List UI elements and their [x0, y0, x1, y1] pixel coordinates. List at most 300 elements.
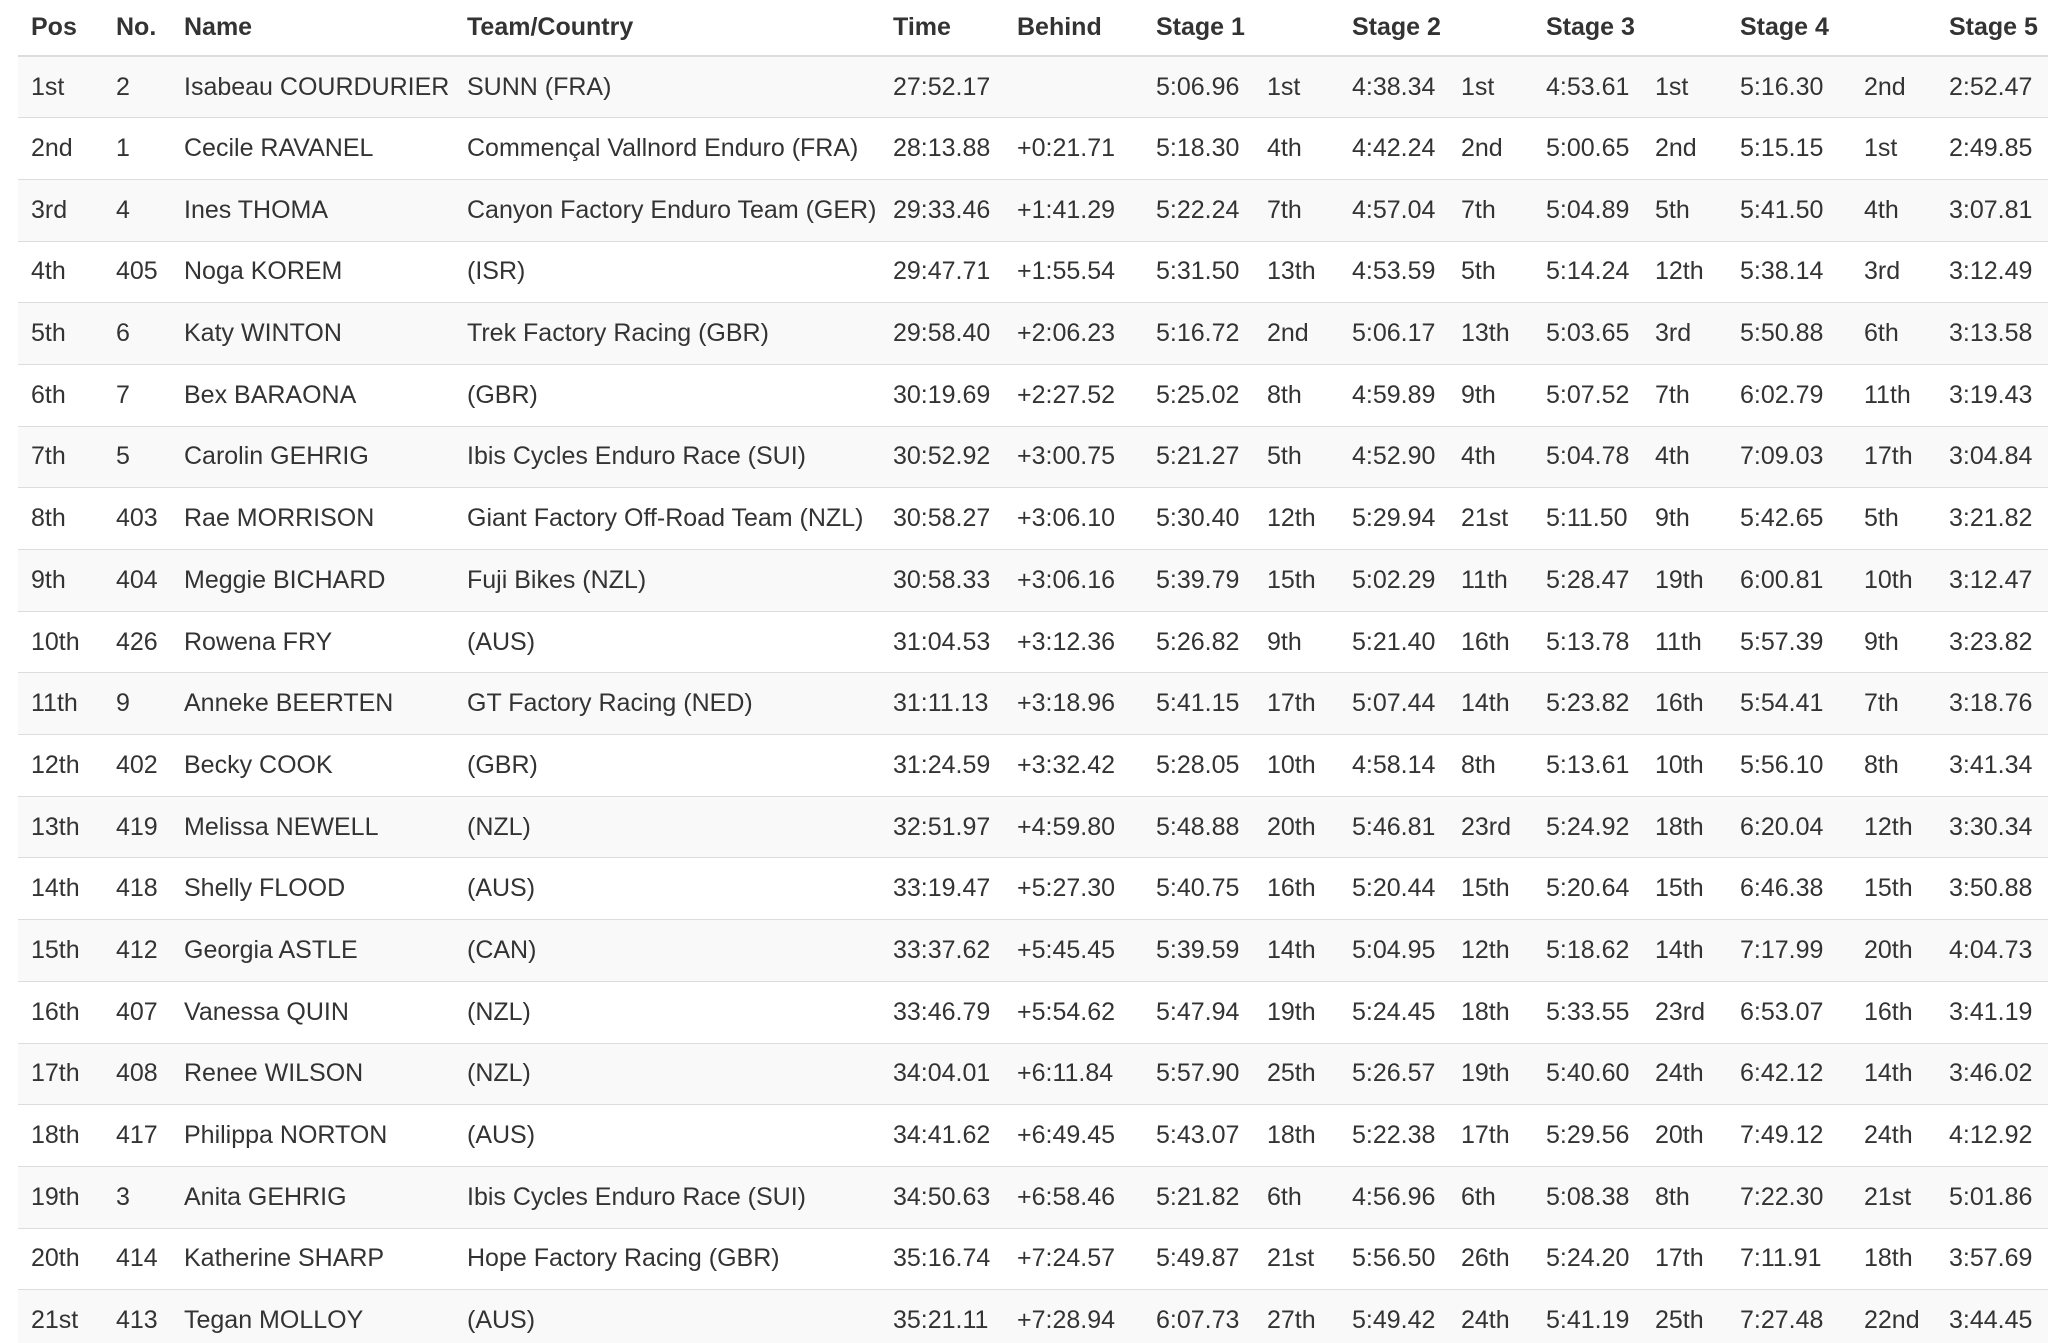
- cell-stage-2-rank: 23rd: [1448, 796, 1533, 858]
- cell-stage-1-rank: 13th: [1254, 241, 1339, 303]
- cell-name[interactable]: Melissa NEWELL: [171, 796, 454, 858]
- cell-name[interactable]: Carolin GEHRIG: [171, 426, 454, 488]
- cell-stage-1-rank: 20th: [1254, 796, 1339, 858]
- cell-stage-4-time: 5:50.88: [1727, 303, 1851, 365]
- cell-behind: +1:55.54: [1004, 241, 1143, 303]
- cell-stage-4-time: 5:57.39: [1727, 611, 1851, 673]
- cell-team: Ibis Cycles Enduro Race (SUI): [454, 1166, 880, 1228]
- cell-team: Trek Factory Racing (GBR): [454, 303, 880, 365]
- table-row[interactable]: [18, 241, 2048, 303]
- cell-stage-1-rank: 15th: [1254, 550, 1339, 612]
- cell-stage-2-rank: 15th: [1448, 858, 1533, 920]
- header-team[interactable]: Team/Country: [454, 0, 880, 56]
- results-table-container: [18, 0, 2048, 1343]
- cell-behind: +5:45.45: [1004, 920, 1143, 982]
- cell-behind: +0:21.71: [1004, 118, 1143, 180]
- cell-pos: 4th: [18, 241, 103, 303]
- cell-behind: +6:49.45: [1004, 1105, 1143, 1167]
- cell-name[interactable]: Philippa NORTON: [171, 1105, 454, 1167]
- cell-stage-4-rank: 20th: [1851, 920, 1936, 982]
- table-row[interactable]: [18, 364, 2048, 426]
- cell-no: 7: [103, 364, 171, 426]
- table-row[interactable]: [18, 118, 2048, 180]
- cell-stage-1-time: 6:07.73: [1143, 1290, 1254, 1343]
- cell-stage-3-rank: 9th: [1642, 488, 1727, 550]
- cell-stage-4-time: 7:22.30: [1727, 1166, 1851, 1228]
- table-row[interactable]: [18, 1166, 2048, 1228]
- cell-name[interactable]: Vanessa QUIN: [171, 981, 454, 1043]
- cell-team: (NZL): [454, 1043, 880, 1105]
- cell-time: 34:41.62: [880, 1105, 1004, 1167]
- cell-pos: 7th: [18, 426, 103, 488]
- cell-name[interactable]: Noga KOREM: [171, 241, 454, 303]
- table-row[interactable]: [18, 673, 2048, 735]
- cell-name[interactable]: Georgia ASTLE: [171, 920, 454, 982]
- cell-pos: 21st: [18, 1290, 103, 1343]
- table-row[interactable]: [18, 735, 2048, 797]
- cell-stage-2-time: 5:49.42: [1339, 1290, 1448, 1343]
- cell-stage-4-rank: 9th: [1851, 611, 1936, 673]
- cell-name[interactable]: Anneke BEERTEN: [171, 673, 454, 735]
- cell-stage-5-time: 3:46.02: [1936, 1043, 2048, 1105]
- cell-stage-2-time: 5:46.81: [1339, 796, 1448, 858]
- cell-stage-4-time: 6:42.12: [1727, 1043, 1851, 1105]
- cell-stage-4-rank: 16th: [1851, 981, 1936, 1043]
- cell-stage-4-time: 5:38.14: [1727, 241, 1851, 303]
- cell-no: 9: [103, 673, 171, 735]
- cell-stage-2-rank: 13th: [1448, 303, 1533, 365]
- cell-time: 30:19.69: [880, 364, 1004, 426]
- cell-stage-2-rank: 5th: [1448, 241, 1533, 303]
- cell-stage-2-rank: 17th: [1448, 1105, 1533, 1167]
- cell-time: 33:19.47: [880, 858, 1004, 920]
- cell-stage-1-rank: 9th: [1254, 611, 1339, 673]
- cell-stage-3-rank: 12th: [1642, 241, 1727, 303]
- cell-stage-3-rank: 15th: [1642, 858, 1727, 920]
- cell-team: Ibis Cycles Enduro Race (SUI): [454, 426, 880, 488]
- cell-stage-5-time: 3:30.34: [1936, 796, 2048, 858]
- cell-team: Canyon Factory Enduro Team (GER): [454, 179, 880, 241]
- cell-stage-2-time: 5:24.45: [1339, 981, 1448, 1043]
- header-stage-4[interactable]: Stage 4: [1727, 0, 1851, 56]
- cell-stage-3-rank: 11th: [1642, 611, 1727, 673]
- cell-stage-3-time: 5:14.24: [1533, 241, 1642, 303]
- cell-stage-2-time: 5:04.95: [1339, 920, 1448, 982]
- cell-stage-4-rank: 17th: [1851, 426, 1936, 488]
- cell-stage-1-rank: 7th: [1254, 179, 1339, 241]
- cell-stage-2-time: 5:29.94: [1339, 488, 1448, 550]
- cell-time: 31:11.13: [880, 673, 1004, 735]
- table-row[interactable]: [18, 981, 2048, 1043]
- header-name[interactable]: Name: [171, 0, 454, 56]
- cell-stage-5-time: 3:41.34: [1936, 735, 2048, 797]
- cell-name[interactable]: Cecile RAVANEL: [171, 118, 454, 180]
- cell-behind: +7:28.94: [1004, 1290, 1143, 1343]
- cell-stage-5-time: 3:19.43: [1936, 364, 2048, 426]
- table-row[interactable]: [18, 858, 2048, 920]
- cell-no: 405: [103, 241, 171, 303]
- cell-stage-4-time: 5:15.15: [1727, 118, 1851, 180]
- cell-stage-4-time: 7:09.03: [1727, 426, 1851, 488]
- cell-time: 34:04.01: [880, 1043, 1004, 1105]
- cell-pos: 18th: [18, 1105, 103, 1167]
- cell-stage-1-time: 5:25.02: [1143, 364, 1254, 426]
- cell-behind: +7:24.57: [1004, 1228, 1143, 1290]
- header-stage-5[interactable]: Stage 5: [1936, 0, 2048, 56]
- cell-stage-3-time: 5:18.62: [1533, 920, 1642, 982]
- cell-no: 426: [103, 611, 171, 673]
- cell-pos: 6th: [18, 364, 103, 426]
- cell-behind: +2:06.23: [1004, 303, 1143, 365]
- table-row[interactable]: [18, 1043, 2048, 1105]
- cell-stage-5-time: 4:12.92: [1936, 1105, 2048, 1167]
- cell-stage-1-rank: 14th: [1254, 920, 1339, 982]
- cell-stage-3-rank: 19th: [1642, 550, 1727, 612]
- cell-behind: +3:12.36: [1004, 611, 1143, 673]
- cell-stage-2-rank: 2nd: [1448, 118, 1533, 180]
- cell-pos: 2nd: [18, 118, 103, 180]
- cell-stage-2-time: 4:58.14: [1339, 735, 1448, 797]
- table-row[interactable]: [18, 488, 2048, 550]
- cell-stage-5-time: 3:04.84: [1936, 426, 2048, 488]
- cell-stage-4-rank: 1st: [1851, 118, 1936, 180]
- cell-stage-2-time: 5:07.44: [1339, 673, 1448, 735]
- cell-stage-2-time: 5:02.29: [1339, 550, 1448, 612]
- cell-stage-3-rank: 18th: [1642, 796, 1727, 858]
- cell-stage-2-rank: 1st: [1448, 56, 1533, 118]
- cell-behind: +6:58.46: [1004, 1166, 1143, 1228]
- cell-stage-1-time: 5:48.88: [1143, 796, 1254, 858]
- cell-pos: 15th: [18, 920, 103, 982]
- cell-pos: 20th: [18, 1228, 103, 1290]
- cell-stage-4-time: 6:53.07: [1727, 981, 1851, 1043]
- cell-stage-1-time: 5:39.59: [1143, 920, 1254, 982]
- cell-stage-2-time: 4:42.24: [1339, 118, 1448, 180]
- cell-stage-3-rank: 14th: [1642, 920, 1727, 982]
- cell-behind: +3:06.16: [1004, 550, 1143, 612]
- cell-name[interactable]: Tegan MOLLOY: [171, 1290, 454, 1343]
- table-row[interactable]: [18, 1228, 2048, 1290]
- cell-no: 404: [103, 550, 171, 612]
- cell-time: 31:24.59: [880, 735, 1004, 797]
- cell-stage-3-time: 5:23.82: [1533, 673, 1642, 735]
- table-row[interactable]: [18, 426, 2048, 488]
- cell-no: 419: [103, 796, 171, 858]
- cell-stage-3-rank: 25th: [1642, 1290, 1727, 1343]
- cell-no: 4: [103, 179, 171, 241]
- cell-stage-1-rank: 4th: [1254, 118, 1339, 180]
- cell-stage-2-time: 4:53.59: [1339, 241, 1448, 303]
- cell-stage-1-rank: 16th: [1254, 858, 1339, 920]
- cell-no: 6: [103, 303, 171, 365]
- cell-stage-2-rank: 14th: [1448, 673, 1533, 735]
- table-row[interactable]: [18, 56, 2048, 118]
- cell-stage-3-rank: 20th: [1642, 1105, 1727, 1167]
- cell-time: 29:47.71: [880, 241, 1004, 303]
- cell-no: 417: [103, 1105, 171, 1167]
- cell-name[interactable]: Ines THOMA: [171, 179, 454, 241]
- cell-name[interactable]: Rowena FRY: [171, 611, 454, 673]
- cell-stage-4-rank: 3rd: [1851, 241, 1936, 303]
- cell-stage-4-rank: 12th: [1851, 796, 1936, 858]
- cell-stage-1-rank: 1st: [1254, 56, 1339, 118]
- header-behind[interactable]: Behind: [1004, 0, 1143, 56]
- header-stage-3-rank: [1642, 0, 1727, 56]
- cell-stage-1-time: 5:21.82: [1143, 1166, 1254, 1228]
- cell-stage-5-time: 3:57.69: [1936, 1228, 2048, 1290]
- cell-stage-2-rank: 21st: [1448, 488, 1533, 550]
- cell-stage-2-time: 5:26.57: [1339, 1043, 1448, 1105]
- cell-team: GT Factory Racing (NED): [454, 673, 880, 735]
- cell-name[interactable]: Renee WILSON: [171, 1043, 454, 1105]
- cell-stage-3-time: 5:07.52: [1533, 364, 1642, 426]
- cell-time: 27:52.17: [880, 56, 1004, 118]
- cell-stage-1-rank: 8th: [1254, 364, 1339, 426]
- cell-pos: 11th: [18, 673, 103, 735]
- cell-stage-2-time: 5:56.50: [1339, 1228, 1448, 1290]
- cell-stage-2-rank: 12th: [1448, 920, 1533, 982]
- header-stage-1[interactable]: Stage 1: [1143, 0, 1254, 56]
- cell-stage-5-time: 3:18.76: [1936, 673, 2048, 735]
- table-row[interactable]: [18, 1290, 2048, 1343]
- cell-stage-3-time: 5:04.78: [1533, 426, 1642, 488]
- cell-team: (AUS): [454, 1105, 880, 1167]
- cell-stage-5-time: 2:49.85: [1936, 118, 2048, 180]
- cell-no: 5: [103, 426, 171, 488]
- cell-team: Giant Factory Off-Road Team (NZL): [454, 488, 880, 550]
- cell-pos: 13th: [18, 796, 103, 858]
- cell-stage-3-time: 5:04.89: [1533, 179, 1642, 241]
- cell-name[interactable]: Rae MORRISON: [171, 488, 454, 550]
- cell-stage-5-time: 3:41.19: [1936, 981, 2048, 1043]
- table-row[interactable]: [18, 611, 2048, 673]
- cell-stage-2-rank: 18th: [1448, 981, 1533, 1043]
- cell-stage-5-time: 3:50.88: [1936, 858, 2048, 920]
- cell-name[interactable]: Shelly FLOOD: [171, 858, 454, 920]
- table-row[interactable]: [18, 920, 2048, 982]
- cell-stage-2-rank: 7th: [1448, 179, 1533, 241]
- cell-team: (NZL): [454, 981, 880, 1043]
- cell-stage-2-rank: 8th: [1448, 735, 1533, 797]
- table-row[interactable]: [18, 550, 2048, 612]
- cell-name[interactable]: Katy WINTON: [171, 303, 454, 365]
- cell-time: 33:37.62: [880, 920, 1004, 982]
- cell-stage-4-rank: 6th: [1851, 303, 1936, 365]
- cell-pos: 17th: [18, 1043, 103, 1105]
- cell-stage-1-time: 5:49.87: [1143, 1228, 1254, 1290]
- cell-time: 35:21.11: [880, 1290, 1004, 1343]
- cell-behind: +3:00.75: [1004, 426, 1143, 488]
- cell-stage-3-rank: 2nd: [1642, 118, 1727, 180]
- cell-stage-5-time: 3:44.45: [1936, 1290, 2048, 1343]
- cell-stage-2-time: 4:38.34: [1339, 56, 1448, 118]
- cell-stage-2-time: 4:57.04: [1339, 179, 1448, 241]
- cell-stage-1-rank: 2nd: [1254, 303, 1339, 365]
- cell-team: (ISR): [454, 241, 880, 303]
- cell-stage-3-time: 5:13.78: [1533, 611, 1642, 673]
- cell-stage-4-time: 6:00.81: [1727, 550, 1851, 612]
- cell-behind: +3:18.96: [1004, 673, 1143, 735]
- cell-stage-3-time: 5:13.61: [1533, 735, 1642, 797]
- cell-stage-2-time: 5:22.38: [1339, 1105, 1448, 1167]
- cell-stage-1-rank: 6th: [1254, 1166, 1339, 1228]
- cell-no: 403: [103, 488, 171, 550]
- cell-stage-4-time: 5:54.41: [1727, 673, 1851, 735]
- cell-time: 33:46.79: [880, 981, 1004, 1043]
- cell-stage-1-time: 5:21.27: [1143, 426, 1254, 488]
- cell-stage-3-time: 5:24.20: [1533, 1228, 1642, 1290]
- cell-stage-1-time: 5:57.90: [1143, 1043, 1254, 1105]
- cell-stage-3-time: 5:40.60: [1533, 1043, 1642, 1105]
- cell-behind: +3:06.10: [1004, 488, 1143, 550]
- cell-stage-1-time: 5:40.75: [1143, 858, 1254, 920]
- cell-team: SUNN (FRA): [454, 56, 880, 118]
- cell-stage-2-rank: 26th: [1448, 1228, 1533, 1290]
- cell-time: 32:51.97: [880, 796, 1004, 858]
- cell-stage-4-time: 7:17.99: [1727, 920, 1851, 982]
- cell-stage-2-time: 4:56.96: [1339, 1166, 1448, 1228]
- cell-stage-5-time: 2:52.47: [1936, 56, 2048, 118]
- cell-stage-1-time: 5:39.79: [1143, 550, 1254, 612]
- cell-stage-3-time: 5:03.65: [1533, 303, 1642, 365]
- cell-stage-3-time: 5:33.55: [1533, 981, 1642, 1043]
- cell-stage-4-rank: 2nd: [1851, 56, 1936, 118]
- cell-team: Hope Factory Racing (GBR): [454, 1228, 880, 1290]
- cell-name[interactable]: Anita GEHRIG: [171, 1166, 454, 1228]
- cell-team: (AUS): [454, 858, 880, 920]
- cell-team: (GBR): [454, 735, 880, 797]
- cell-pos: 16th: [18, 981, 103, 1043]
- cell-team: (GBR): [454, 364, 880, 426]
- cell-stage-2-time: 5:20.44: [1339, 858, 1448, 920]
- cell-time: 31:04.53: [880, 611, 1004, 673]
- cell-team: Fuji Bikes (NZL): [454, 550, 880, 612]
- cell-behind: +5:54.62: [1004, 981, 1143, 1043]
- cell-stage-2-time: 4:59.89: [1339, 364, 1448, 426]
- header-stage-2-rank: [1448, 0, 1533, 56]
- cell-stage-5-time: 4:04.73: [1936, 920, 2048, 982]
- cell-stage-2-rank: 4th: [1448, 426, 1533, 488]
- cell-stage-4-time: 7:11.91: [1727, 1228, 1851, 1290]
- cell-stage-2-time: 5:21.40: [1339, 611, 1448, 673]
- header-pos[interactable]: Pos: [18, 0, 103, 56]
- cell-stage-1-time: 5:18.30: [1143, 118, 1254, 180]
- cell-no: 3: [103, 1166, 171, 1228]
- header-stage-3[interactable]: Stage 3: [1533, 0, 1642, 56]
- cell-stage-4-rank: 4th: [1851, 179, 1936, 241]
- cell-stage-1-time: 5:47.94: [1143, 981, 1254, 1043]
- cell-stage-3-time: 5:11.50: [1533, 488, 1642, 550]
- cell-behind: +5:27.30: [1004, 858, 1143, 920]
- cell-stage-4-time: 7:27.48: [1727, 1290, 1851, 1343]
- cell-stage-4-time: 5:56.10: [1727, 735, 1851, 797]
- cell-stage-5-time: 3:07.81: [1936, 179, 2048, 241]
- cell-stage-4-rank: 15th: [1851, 858, 1936, 920]
- cell-stage-2-rank: 9th: [1448, 364, 1533, 426]
- cell-stage-1-time: 5:28.05: [1143, 735, 1254, 797]
- table-row[interactable]: [18, 179, 2048, 241]
- cell-pos: 1st: [18, 56, 103, 118]
- cell-stage-3-time: 5:08.38: [1533, 1166, 1642, 1228]
- table-row[interactable]: [18, 1105, 2048, 1167]
- cell-stage-3-rank: 5th: [1642, 179, 1727, 241]
- cell-stage-2-rank: 24th: [1448, 1290, 1533, 1343]
- cell-stage-4-time: 6:46.38: [1727, 858, 1851, 920]
- cell-name[interactable]: Becky COOK: [171, 735, 454, 797]
- cell-stage-4-rank: 8th: [1851, 735, 1936, 797]
- cell-team: (AUS): [454, 1290, 880, 1343]
- cell-team: (NZL): [454, 796, 880, 858]
- table-row[interactable]: [18, 303, 2048, 365]
- cell-stage-4-rank: 21st: [1851, 1166, 1936, 1228]
- cell-pos: 19th: [18, 1166, 103, 1228]
- cell-stage-1-time: 5:22.24: [1143, 179, 1254, 241]
- cell-stage-4-time: 5:42.65: [1727, 488, 1851, 550]
- cell-stage-4-rank: 24th: [1851, 1105, 1936, 1167]
- cell-behind: +3:32.42: [1004, 735, 1143, 797]
- cell-team: Commençal Vallnord Enduro (FRA): [454, 118, 880, 180]
- cell-name[interactable]: Bex BARAONA: [171, 364, 454, 426]
- cell-stage-5-time: 3:12.47: [1936, 550, 2048, 612]
- cell-stage-4-time: 6:20.04: [1727, 796, 1851, 858]
- cell-time: 34:50.63: [880, 1166, 1004, 1228]
- cell-stage-2-time: 4:52.90: [1339, 426, 1448, 488]
- header-no[interactable]: No.: [103, 0, 171, 56]
- cell-time: 30:52.92: [880, 426, 1004, 488]
- cell-stage-1-rank: 19th: [1254, 981, 1339, 1043]
- cell-behind: [1004, 56, 1143, 118]
- cell-name[interactable]: Isabeau COURDURIER: [171, 56, 454, 118]
- cell-name[interactable]: Meggie BICHARD: [171, 550, 454, 612]
- cell-time: 35:16.74: [880, 1228, 1004, 1290]
- cell-stage-4-rank: 18th: [1851, 1228, 1936, 1290]
- cell-stage-3-rank: 10th: [1642, 735, 1727, 797]
- cell-stage-1-rank: 18th: [1254, 1105, 1339, 1167]
- cell-stage-3-rank: 23rd: [1642, 981, 1727, 1043]
- cell-stage-5-time: 3:12.49: [1936, 241, 2048, 303]
- cell-stage-3-time: 5:28.47: [1533, 550, 1642, 612]
- cell-stage-3-time: 4:53.61: [1533, 56, 1642, 118]
- cell-stage-5-time: 3:21.82: [1936, 488, 2048, 550]
- cell-stage-1-time: 5:06.96: [1143, 56, 1254, 118]
- cell-stage-3-rank: 17th: [1642, 1228, 1727, 1290]
- cell-stage-3-time: 5:00.65: [1533, 118, 1642, 180]
- header-stage-2[interactable]: Stage 2: [1339, 0, 1448, 56]
- cell-behind: +1:41.29: [1004, 179, 1143, 241]
- cell-stage-3-rank: 16th: [1642, 673, 1727, 735]
- table-row[interactable]: [18, 796, 2048, 858]
- cell-stage-1-rank: 27th: [1254, 1290, 1339, 1343]
- cell-no: 402: [103, 735, 171, 797]
- cell-stage-4-rank: 5th: [1851, 488, 1936, 550]
- cell-stage-2-rank: 11th: [1448, 550, 1533, 612]
- cell-stage-4-rank: 7th: [1851, 673, 1936, 735]
- results-table: [18, 0, 2048, 1343]
- cell-stage-3-rank: 3rd: [1642, 303, 1727, 365]
- cell-name[interactable]: Katherine SHARP: [171, 1228, 454, 1290]
- cell-stage-4-time: 5:16.30: [1727, 56, 1851, 118]
- header-time[interactable]: Time: [880, 0, 1004, 56]
- header-stage-4-rank: [1851, 0, 1936, 56]
- cell-pos: 3rd: [18, 179, 103, 241]
- cell-no: 408: [103, 1043, 171, 1105]
- cell-team: (AUS): [454, 611, 880, 673]
- cell-no: 413: [103, 1290, 171, 1343]
- cell-pos: 5th: [18, 303, 103, 365]
- cell-stage-1-time: 5:26.82: [1143, 611, 1254, 673]
- cell-pos: 12th: [18, 735, 103, 797]
- cell-stage-1-rank: 10th: [1254, 735, 1339, 797]
